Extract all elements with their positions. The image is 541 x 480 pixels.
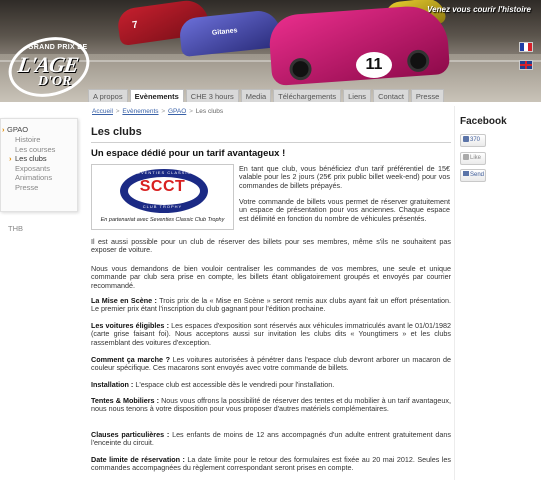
wheel	[289, 57, 312, 80]
sidebar-item-animations[interactable]: Animations	[15, 173, 53, 183]
column-divider	[454, 106, 455, 480]
breadcrumb-accueil[interactable]: Accueil	[92, 108, 113, 115]
facebook-like-label: Like	[470, 155, 482, 161]
facebook-widget	[460, 116, 536, 178]
logo-line3: D'OR	[38, 74, 72, 89]
scct-logo-ring-top: SEVENTIES CLASSIC	[133, 170, 192, 175]
scct-logo-ring-bottom: CLUB TROPHY	[142, 204, 183, 209]
car-sponsor-mid: Gitanes	[211, 27, 238, 37]
paragraph-clauses	[91, 431, 451, 448]
facebook-count-value: 370	[470, 137, 481, 143]
tab-che-3-hours[interactable]: CHE 3 hours	[186, 89, 239, 102]
paragraph-mise-en-scene	[91, 297, 451, 314]
car-number-front: 11	[356, 52, 392, 78]
intro-paragraph-espace: Votre commande de billets vous permet de réserver gratuitement un espace de présentation pour vos anciennes. Chaque espace est délimité en fonction du nombre de véhicules présentés.	[239, 197, 450, 223]
logo-line2: L'AGE	[16, 52, 80, 77]
tab-evenements[interactable]: Evènements	[130, 89, 184, 102]
text-voitures: Les espaces d'exposition sont réservés aux véhicules immatriculés avant le 01/01/1982 (carte grise faisant foi). Nous acceptons aussi sur invitation les clubs dits « Youngtimers » et les clubs rassemblant des voitures d'exception.	[91, 321, 451, 347]
label-clauses: Clauses particulières :	[91, 430, 170, 439]
car-number-left: 7	[131, 19, 139, 32]
paragraph-installation	[91, 381, 451, 389]
header-banner	[0, 0, 541, 102]
breadcrumb-current: Les clubs	[195, 108, 224, 115]
breadcrumb	[92, 108, 223, 115]
sidebar-item-les-clubs[interactable]: › Les clubs	[15, 154, 55, 164]
paragraph-comment	[91, 356, 451, 373]
label-tentes: Tentes & Mobiliers :	[91, 396, 159, 405]
breadcrumb-gpao[interactable]: GPAO	[167, 108, 187, 115]
paragraph-date-limite	[91, 456, 451, 473]
thumbs-up-icon	[463, 136, 469, 142]
facebook-like-button[interactable]	[460, 152, 486, 165]
label-voitures: Les voitures éligibles :	[91, 321, 169, 330]
main-content	[91, 126, 452, 473]
facebook-send-button[interactable]	[460, 169, 486, 182]
tab-media[interactable]: Media	[241, 89, 271, 102]
wheel	[407, 49, 430, 72]
intro-paragraph-tarif: En tant que club, vous bénéficiez d'un tarif préférentiel de 15€ valable pour les 2 jours (25€ prix public billet week-end) pour vos commandes de billets prépayés.	[239, 164, 450, 190]
breadcrumb-separator: >	[115, 108, 120, 115]
site-logo[interactable]	[8, 38, 90, 96]
label-comment: Comment ça marche ?	[91, 355, 171, 364]
french-flag-icon[interactable]	[519, 42, 533, 52]
tab-presse[interactable]: Presse	[411, 89, 444, 102]
facebook-like-count[interactable]	[460, 134, 486, 147]
sidebar-list	[15, 135, 55, 193]
scct-logo-caption: En partenariat avec Seventies Classic Club Trophy	[100, 217, 225, 223]
sidebar-item-exposants[interactable]: Exposants	[15, 163, 51, 173]
breadcrumb-separator: >	[189, 108, 193, 115]
text-mise-en-scene: Trois prix de la « Mise en Scène » seront remis aux clubs ayant fait un effort présentation. Le premier prix étant l'inscription du club gagnant pour l'édition prochaine.	[91, 296, 451, 314]
tab-contact[interactable]: Contact	[373, 89, 409, 102]
label-mise-en-scene: La Mise en Scène :	[91, 296, 157, 305]
page-subtitle: Un espace dédié pour un tarif avantageux !	[91, 148, 286, 159]
uk-flag-icon[interactable]	[519, 60, 533, 70]
thumbs-up-icon	[463, 154, 469, 160]
sidebar-group-gpao[interactable]: › GPAO	[7, 125, 28, 134]
text-installation: L'espace club est accessible dès le vendredi pour l'installation.	[133, 380, 335, 389]
envelope-icon	[463, 171, 469, 176]
logo-line1: GRAND PRIX DE	[28, 44, 88, 51]
sidebar-item-thb[interactable]: THB	[8, 224, 23, 233]
text-comment: Les voitures autorisées à pénétrer dans l'espace club devront arborer un macaron de couleur spécifique. Ces macarons sont envoyés avec votre commande de billets.	[91, 355, 451, 373]
sidebar-item-les-courses[interactable]: Les courses	[15, 144, 56, 154]
race-car-pink	[268, 4, 450, 86]
text-date-limite: La date limite pour le retour des formulaires est fixée au 20 mai 2012. Seules les commandes accompagnées du règlement correspondant seront prises en compte.	[91, 455, 452, 473]
scct-logo-name: SCCT	[139, 178, 186, 195]
sidebar	[0, 118, 78, 212]
sidebar-item-histoire[interactable]: Histoire	[15, 135, 41, 144]
tab-liens[interactable]: Liens	[343, 89, 371, 102]
tab-a-propos[interactable]: A propos	[88, 89, 128, 102]
page-title: Les clubs	[91, 126, 451, 143]
header-slogan: Venez vous courir l'histoire	[427, 5, 531, 14]
facebook-title: Facebook	[460, 116, 507, 127]
scct-club-logo	[91, 164, 234, 230]
label-date-limite: Date limite de réservation :	[91, 455, 185, 464]
paragraph-reserve: Il est aussi possible pour un club de réserver des billets pour ses membres, même s'ils ne souhaitent pas exposer de voiture.	[91, 237, 451, 255]
sidebar-item-presse[interactable]: Presse	[15, 182, 39, 192]
breadcrumb-separator: >	[161, 108, 166, 115]
tab-telechargements[interactable]: Téléchargements	[273, 89, 341, 102]
facebook-send-label: Send	[470, 172, 485, 178]
text-tentes: Nous vous offrons la possibilité de réserver des tentes et du mobilier à un tarif avantageux, nous nous tenons à votre disposition pour vous proposer d'autres matériels complémentaires.	[91, 396, 451, 414]
paragraph-tentes	[91, 397, 451, 414]
paragraph-centralise: Nous vous demandons de bien vouloir centraliser les commandes de vos membres, une seule et unique commande par club sera prise en compte, les billets étant obligatoirement groupés et envoyés par courrier recommandé.	[91, 264, 451, 290]
breadcrumb-evenements[interactable]: Evènements	[122, 108, 159, 115]
paragraph-voitures	[91, 322, 451, 347]
text-clauses: Les enfants de moins de 12 ans accompagnés d'un adulte entrent gratuitement dans l'enceinte du circuit.	[91, 430, 452, 448]
main-nav	[88, 89, 446, 102]
label-installation: Installation :	[91, 380, 134, 389]
